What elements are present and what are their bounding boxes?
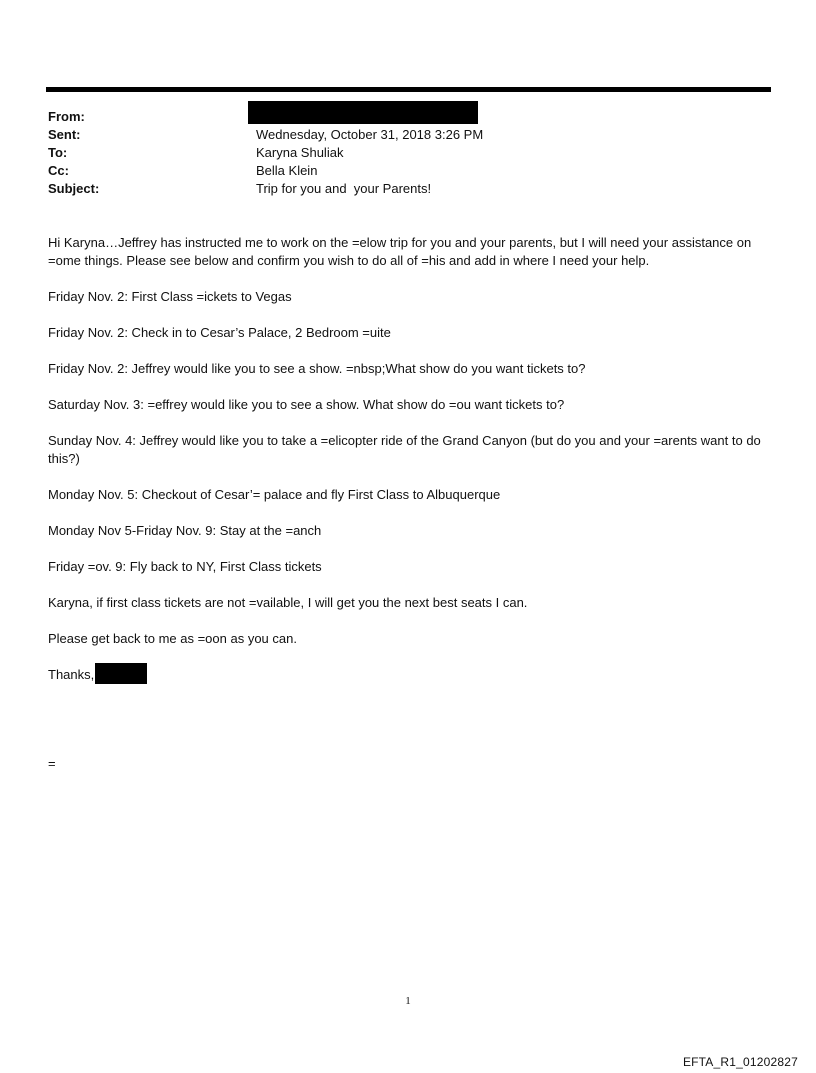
email-body <box>48 234 768 684</box>
to-value: Karyna Shuliak <box>256 145 344 160</box>
to-row <box>48 144 768 162</box>
signoff-text: Thanks, <box>48 667 95 682</box>
body-paragraph: Saturday Nov. 3: =effrey would like you to see a show. What show do =ou want tickets to? <box>48 397 565 412</box>
body-paragraph: Friday Nov. 2: Check in to Cesar’s Palace, 2 Bedroom =uite <box>48 325 391 340</box>
signature-redaction-box <box>95 663 147 684</box>
from-label: From: <box>48 109 85 124</box>
body-paragraph: Friday =ov. 9: Fly back to NY, First Class tickets <box>48 559 322 574</box>
trailing-artifact: = <box>48 756 56 771</box>
sent-label: Sent: <box>48 127 81 142</box>
from-row <box>48 108 768 126</box>
document-id: EFTA_R1_01202827 <box>682 1055 798 1069</box>
body-paragraph: Monday Nov. 5: Checkout of Cesar’= palace and fly First Class to Albuquerque <box>48 487 501 502</box>
subject-label: Subject: <box>48 181 100 196</box>
header-rule <box>46 87 771 92</box>
cc-value: Bella Klein <box>256 163 318 178</box>
subject-value: Trip for you and your Parents! <box>256 181 432 196</box>
cc-label: Cc: <box>48 163 69 178</box>
body-paragraph: Karyna, if first class tickets are not =vailable, I will get you the next best seats I can. <box>48 595 528 610</box>
page-number: 1 <box>405 995 411 1007</box>
body-paragraph: Friday Nov. 2: Jeffrey would like you to see a show. =nbsp;What show do you want tickets to? <box>48 361 586 376</box>
body-paragraph: Sunday Nov. 4: Jeffrey would like you to take a =elicopter ride of the Grand Canyon (but do you and your =arents want to do this?) <box>48 433 761 466</box>
body-paragraph: Monday Nov 5-Friday Nov. 9: Stay at the =anch <box>48 523 322 538</box>
sent-value: Wednesday, October 31, 2018 3:26 PM <box>256 127 484 142</box>
email-header <box>48 108 768 198</box>
cc-row <box>48 162 768 180</box>
to-label: To: <box>48 145 68 160</box>
body-paragraph: Please get back to me as =oon as you can. <box>48 631 297 646</box>
subject-row <box>48 180 768 198</box>
body-paragraph: Friday Nov. 2: First Class =ickets to Vegas <box>48 289 292 304</box>
sent-row <box>48 126 768 144</box>
body-paragraph: Hi Karyna…Jeffrey has instructed me to work on the =elow trip for you and your parents, but I will need your assistance on =ome things. Please see below and confirm you wish to do all of =his and add in where I need your help. <box>48 235 752 268</box>
signoff <box>48 666 768 684</box>
redaction-box <box>248 101 478 124</box>
